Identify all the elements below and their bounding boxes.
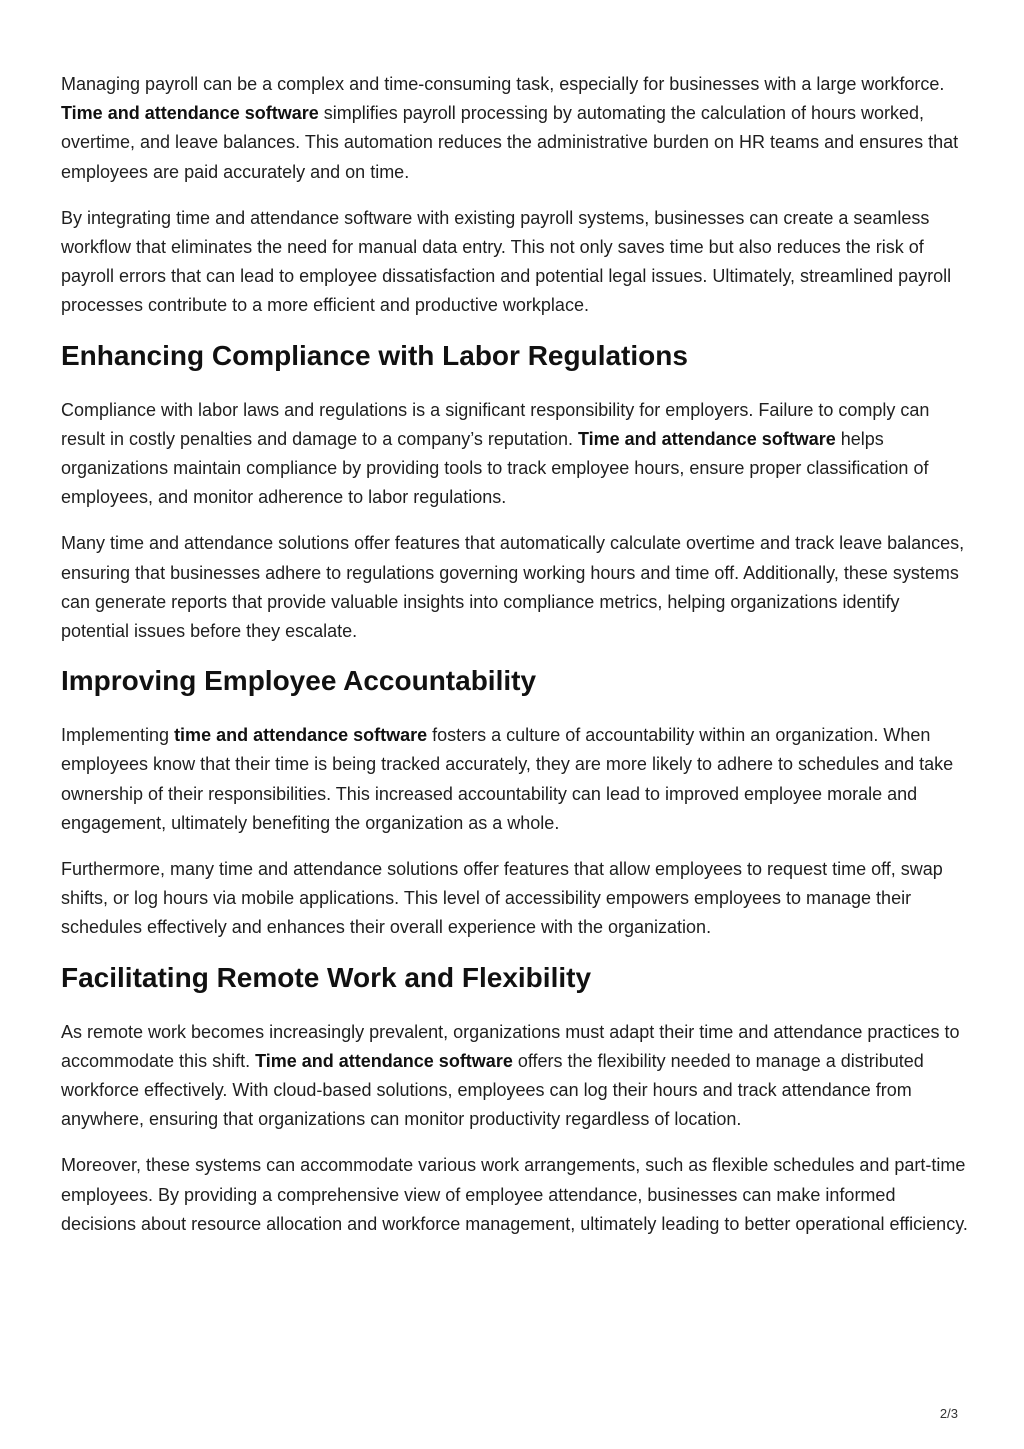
paragraph	[61, 721, 971, 838]
bold-phrase: Time and attendance software	[255, 1050, 513, 1071]
text-run: As remote work becomes increasingly prevalent, organizations must adapt their time and attendance practices to accommodate this shift.	[61, 1021, 960, 1071]
section-heading: Facilitating Remote Work and Flexibility	[61, 961, 592, 993]
text-run: Many time and attendance solutions offer features that automatically calculate overtime and track leave balances, ensuring that businesses adhere to regulations governing working hours and time off. Additionally, these systems can generate reports that provide valuable insights into compliance metrics, helping organizations identify potential issues before they escalate.	[61, 533, 965, 642]
text-run: helps organizations maintain compliance by providing tools to track employee hours, ensure proper classification of employees, and monitor adherence to labor regulations.	[61, 428, 929, 508]
compliance-section	[61, 338, 971, 647]
text-run: offers the flexibility needed to manage a distributed workforce effectively. With cloud-based solutions, employees can log their hours and track attendance from anywhere, ensuring that organizations can monitor productivity regardless of location.	[61, 1050, 924, 1130]
text-run: Moreover, these systems can accommodate various work arrangements, such as flexible schedules and part-time employees. By providing a comprehensive view of employee attendance, businesses can make informed decisions about resource allocation and workforce management, ultimately leading to better operational efficiency.	[61, 1155, 968, 1234]
section-heading: Enhancing Compliance with Labor Regulations	[61, 339, 688, 371]
paragraph	[61, 204, 971, 321]
paragraph	[61, 855, 971, 943]
bold-phrase: Time and attendance software	[577, 428, 836, 449]
paragraph	[61, 1018, 971, 1135]
intro-section	[61, 70, 971, 321]
text-run: Implementing	[61, 725, 175, 746]
section-heading: Improving Employee Accountability	[61, 665, 537, 697]
paragraph	[61, 1151, 971, 1239]
text-run: fosters a culture of accountability within an organization. When employees know that their time is being tracked accurately, they are more likely to adhere to schedules and take ownership of their responsibilities. This increased accountability can lead to improved employee morale and engagement, ultimately benefiting the organization as a whole.	[61, 725, 954, 833]
text-run: By integrating time and attendance software with existing payroll systems, businesses can create a seamless workflow that eliminates the need for manual data entry. This not only saves time but also reduces the risk of payroll errors that can lead to employee dissatisfaction and potential legal issues. Ultimately, streamlined payroll processes contribute to a more efficient and productive workplace.	[61, 207, 952, 316]
text-run: Managing payroll can be a complex and time-consuming task, especially for businesses with a large workforce.	[61, 74, 945, 94]
accountability-section	[61, 663, 971, 942]
paragraph	[61, 396, 971, 513]
page-number: 2/3	[939, 1406, 958, 1421]
remote-work-section	[61, 960, 971, 1239]
text-run: simplifies payroll processing by automating the calculation of hours worked, overtime, and leave balances. This automation reduces the administrative burden on HR teams and ensures that employees are paid accurately and on time.	[61, 103, 959, 182]
paragraph	[61, 529, 971, 646]
text-run: Furthermore, many time and attendance solutions offer features that allow employees to request time off, swap shifts, or log hours via mobile applications. This level of accessibility empowers employees to manage their schedules effectively and enhances their overall experience with the organization.	[61, 859, 943, 938]
bold-phrase: time and attendance software	[174, 725, 428, 746]
document-body	[61, 70, 971, 1256]
text-run: Compliance with labor laws and regulations is a significant responsibility for employers. Failure to comply can result in costly penalties and damage to a company’s reputation.	[61, 399, 930, 449]
paragraph	[61, 70, 971, 187]
bold-phrase: Time and attendance software	[61, 103, 319, 124]
